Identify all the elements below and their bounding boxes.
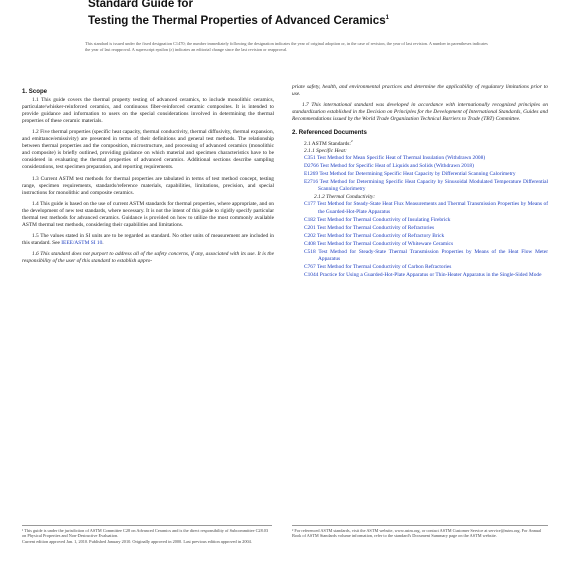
scope-p2: 1.2 Five thermal properties (specific heat capacity, thermal conductivity, thermal diffusivity, thermal expansion, and emittance/emissivity) are presented in terms of their definitions and general test methods. The relationship between thermal properties and the composition, microstructure, and processing of advanced ceramics (monolithic and composite) is briefly outlined, providing guidance on which material and specimen characteristics have to be considered in evaluating the thermal properties of advanced ceramics. Additional sections describe sampling considerations, test specimen preparation, and reporting requirements. [22, 129, 274, 171]
astm-standards-text: 2.1 ASTM Standards: [304, 141, 351, 148]
reference-item[interactable] [304, 155, 548, 162]
reference-item[interactable] [304, 233, 548, 240]
scope-p4: 1.4 This guide is based on the use of current ASTM standards for thermal properties, where appropriate, and on the development of new test standards, where necessary. It is not the intent of this guide to rigidly specify particular thermal test methods for advanced ceramics. Guidance is provided on how to utilize the most commonly available ASTM thermal test methods, considering their capabilities and limitations. [22, 200, 274, 228]
reference-title[interactable]: Test Method for Steady-State Thermal Transmission Properties by Means of the Heat Flow Meter Apparatus [318, 248, 548, 262]
reference-item[interactable] [304, 272, 548, 279]
reference-code[interactable]: E2716 [304, 179, 319, 186]
reference-title[interactable]: Test Method for Specific Heat of Liquids and Solids (Withdrawn 2018) [319, 163, 474, 170]
reference-item[interactable] [304, 171, 548, 178]
ieee-si10-link[interactable]: IEEE/ASTM SI 10 [61, 239, 103, 246]
title-line-1: Standard Guide for [88, 0, 193, 10]
reference-item[interactable] [304, 249, 548, 263]
title-line-2-text: Testing the Thermal Properties of Advanced Ceramics [88, 13, 386, 27]
specific-heat-list [304, 155, 548, 193]
reference-code[interactable]: E1269 [304, 171, 319, 178]
reference-code[interactable]: D2766 [304, 163, 319, 170]
reference-title[interactable]: Practice for Using a Guarded-Hot-Plate Apparatus or Thin-Heater Apparatus in the Single-Sided Mode [319, 271, 542, 278]
astm-standards-label [304, 138, 548, 148]
footnote-2: ² For referenced ASTM standards, visit the ASTM website, www.astm.org, or contact ASTM Customer Service at service@astm.org. For Annual Book of ASTM Standards volume information, refer to the standard's Document Summary page on the ASTM website. [292, 528, 542, 539]
reference-title[interactable]: Test Method for Steady-State Heat Flux Measurements and Thermal Transmission Properties by Means of the Guarded-Hot-Plate Apparatus [317, 201, 548, 215]
reference-item[interactable] [304, 201, 548, 215]
footnote-left [22, 525, 272, 544]
reference-title[interactable]: Test Method for Determining Specific Heat Capacity by Sinusoidal Modulated Temperature Differential Scanning Calorimetry [318, 179, 548, 193]
right-column [292, 84, 548, 280]
scope-p6-continued: priate safety, health, and environmental practices and determine the applicability of regulatory limitations prior to use. [292, 84, 548, 98]
reference-item[interactable] [304, 217, 548, 224]
scope-p1: 1.1 This guide covers the thermal property testing of advanced ceramics, to include monolithic ceramics, particulate/whisker-reinforced ceramics, and continuous fiber-reinforced ceramic composites. It is intended to provide guidance and information to users on the special considerations involved in determining the thermal properties of these ceramic materials. [22, 97, 274, 125]
footnote-1-edition: Current edition approved Jan. 1, 2010. Published January 2010. Originally approved in 2000. Last previous edition approved in 2004. [22, 538, 252, 544]
reference-code[interactable]: C202 [304, 232, 316, 239]
reference-code[interactable]: C1044 [304, 271, 319, 278]
footnote-right [292, 525, 548, 539]
left-column [22, 88, 274, 269]
scope-p3: 1.3 Current ASTM test methods for thermal properties are tabulated in terms of test method concept, testing range, specimen requirements, standards/reference materials, capabilities, limitations, precision, and special instructions for monolithic and composite ceramics. [22, 175, 274, 196]
reference-item[interactable] [304, 241, 548, 248]
reference-title[interactable]: Test Method for Mean Specific Heat of Thermal Insulation (Withdrawn 2008) [316, 155, 486, 162]
document-title [88, 0, 488, 28]
reference-item[interactable] [304, 225, 548, 232]
footnote-1: ¹ This guide is under the jurisdiction of ASTM Committee C28 on Advanced Ceramics and is the direct responsibility of Subcommittee C28.03 on Physical Properties and Non-Destructive Evaluation. [22, 528, 269, 539]
reference-title[interactable]: Test Method for Thermal Conductivity of Refractories [316, 224, 435, 231]
scope-p5-text: 1.5 The values stated in SI units are to be regarded as standard. No other units of measurement are included in this standard. See [22, 232, 274, 246]
reference-code[interactable]: C767 [304, 263, 316, 270]
title-footnote-mark: 1 [385, 15, 389, 21]
thermal-conductivity-list [304, 201, 548, 278]
reference-item[interactable] [304, 264, 548, 271]
designation-note: This standard is issued under the fixed designation C1470; the number immediately following the designation indicates the year of original adoption or, in the case of revision, the year of last revision. A number in parentheses indicates the year of last reapproval. A superscript epsilon (ε) indicates an editorial change since the last revision or reapproval. [85, 41, 488, 52]
title-line-2 [88, 11, 488, 28]
reference-code[interactable]: C408 [304, 240, 316, 247]
reference-title[interactable]: Test Method for Thermal Conductivity of Whiteware Ceramics [316, 240, 454, 247]
thermal-conductivity-label: 2.1.2 Thermal Conductivity: [314, 194, 376, 201]
reference-item[interactable] [304, 163, 548, 170]
reference-code[interactable]: C518 [304, 248, 316, 255]
scope-p6: 1.6 This standard does not purport to address all of the safety concerns, if any, associated with its use. It is the responsibility of the user of this standard to establish appro- [22, 250, 274, 264]
reference-item[interactable] [304, 179, 548, 193]
scope-p5-end: . [102, 239, 104, 246]
reference-code[interactable]: C201 [304, 224, 316, 231]
reference-title[interactable]: Test Method for Determining Specific Heat Capacity by Differential Scanning Calorimetry [319, 171, 516, 178]
refs-heading: 2. Referenced Documents [292, 129, 367, 137]
astm-footnote-mark: 2 [350, 139, 353, 144]
scope-heading: 1. Scope [22, 88, 48, 95]
reference-title[interactable]: Test Method for Thermal Conductivity of Carbon Refractories [316, 263, 452, 270]
scope-p7: 1.7 This international standard was developed in accordance with internationally recognized principles on standardization established in the Decision on Principles for the Development of International Standards, Guides and Recommendations issued by the World Trade Organization Technical Barriers to Trade (TBT) Committee. [292, 102, 548, 123]
reference-title[interactable]: Test Method for Thermal Conductivity of Insulating Firebrick [316, 216, 451, 223]
specific-heat-label: 2.1.1 Specific Heat: [304, 148, 347, 155]
scope-p5 [22, 233, 274, 247]
reference-code[interactable]: C351 [304, 155, 316, 162]
reference-code[interactable]: C182 [304, 216, 316, 223]
reference-code[interactable]: C177 [304, 201, 316, 208]
reference-title[interactable]: Test Method for Thermal Conductivity of Refractory Brick [316, 232, 445, 239]
